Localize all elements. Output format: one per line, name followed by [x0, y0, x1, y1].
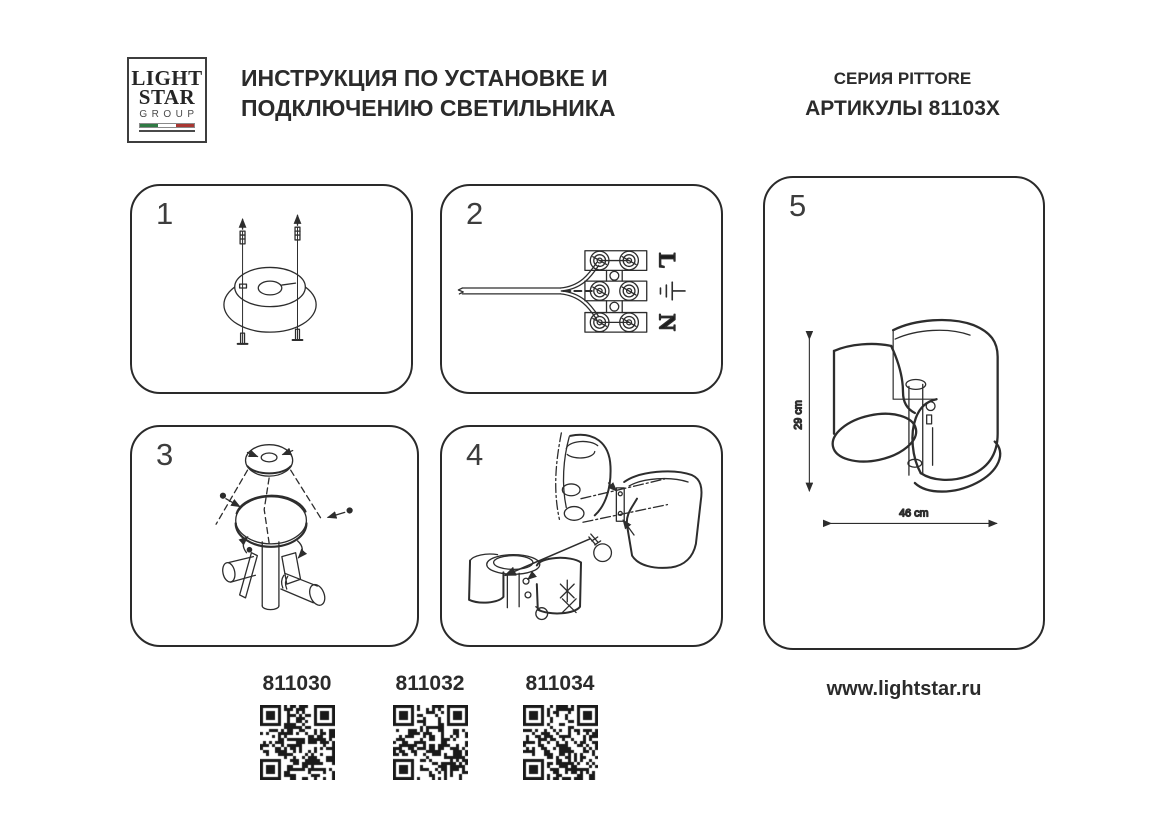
- lightstar-logo: [127, 57, 207, 143]
- ceiling-plate-with-anchor-screws-diagram: [132, 186, 411, 392]
- step-number-2: 2: [466, 196, 484, 231]
- terminal-block: [585, 251, 647, 332]
- qr-code: [393, 705, 468, 780]
- qr-code: [523, 705, 598, 780]
- flag-white-stripe: [158, 124, 176, 127]
- step-panel-1: [130, 184, 413, 394]
- flag-green-stripe: [140, 124, 158, 127]
- terminal-block-wiring-diagram: [442, 186, 721, 392]
- assembled-fixture-dimensions-diagram: [765, 178, 1043, 648]
- earth-ground-icon: [660, 282, 685, 300]
- screw-starburst-mark: [560, 580, 576, 612]
- article-number: 811030: [262, 672, 332, 695]
- width-dimension: [831, 508, 997, 524]
- article-811032: [370, 672, 490, 780]
- title-line-1: ИНСТРУКЦИЯ ПО УСТАНОВКЕ И: [241, 65, 608, 91]
- neutral-wire-label: N: [653, 313, 680, 331]
- step-number-3: 3: [156, 437, 174, 472]
- bulb-icon: [589, 534, 612, 561]
- step-panel-3: [130, 425, 419, 647]
- step-panel-2: [440, 184, 723, 394]
- shade-and-bulb-mounting-diagram: [442, 427, 721, 645]
- step-panel-4: [440, 425, 723, 647]
- article-number: 811032: [395, 672, 465, 695]
- canopy-ring-assembly-diagram: [132, 427, 417, 645]
- articles-title: АРТИКУЛЫ 81103X: [805, 97, 1000, 120]
- title-line-2: ПОДКЛЮЧЕНИЮ СВЕТИЛЬНИКА: [241, 95, 616, 121]
- live-wire-label: L: [653, 252, 680, 269]
- step-panel-5: [763, 176, 1045, 650]
- height-dimension-label: 29 cm: [792, 400, 805, 430]
- series-label: СЕРИЯ PITTORE: [833, 69, 972, 88]
- step-number-1: 1: [156, 196, 174, 231]
- height-dimension: [792, 339, 809, 491]
- logo-word-light: LIGHT: [131, 65, 203, 90]
- width-dimension-label: 46 cm: [899, 507, 929, 520]
- logo-word-group: GROUP: [139, 108, 199, 120]
- qr-code: [260, 705, 335, 780]
- article-811034: [500, 672, 620, 780]
- logo-underline: [139, 130, 195, 132]
- flag-red-stripe: [176, 124, 194, 127]
- step-number-4: 4: [466, 437, 484, 472]
- article-number: 811034: [525, 672, 595, 695]
- italian-flag-icon: [139, 123, 195, 128]
- page-title: [241, 63, 681, 123]
- logo-word-star: STAR: [138, 84, 196, 109]
- article-811030: [237, 672, 357, 780]
- step-number-5: 5: [789, 188, 807, 223]
- website-url: www.lightstar.ru: [826, 678, 982, 700]
